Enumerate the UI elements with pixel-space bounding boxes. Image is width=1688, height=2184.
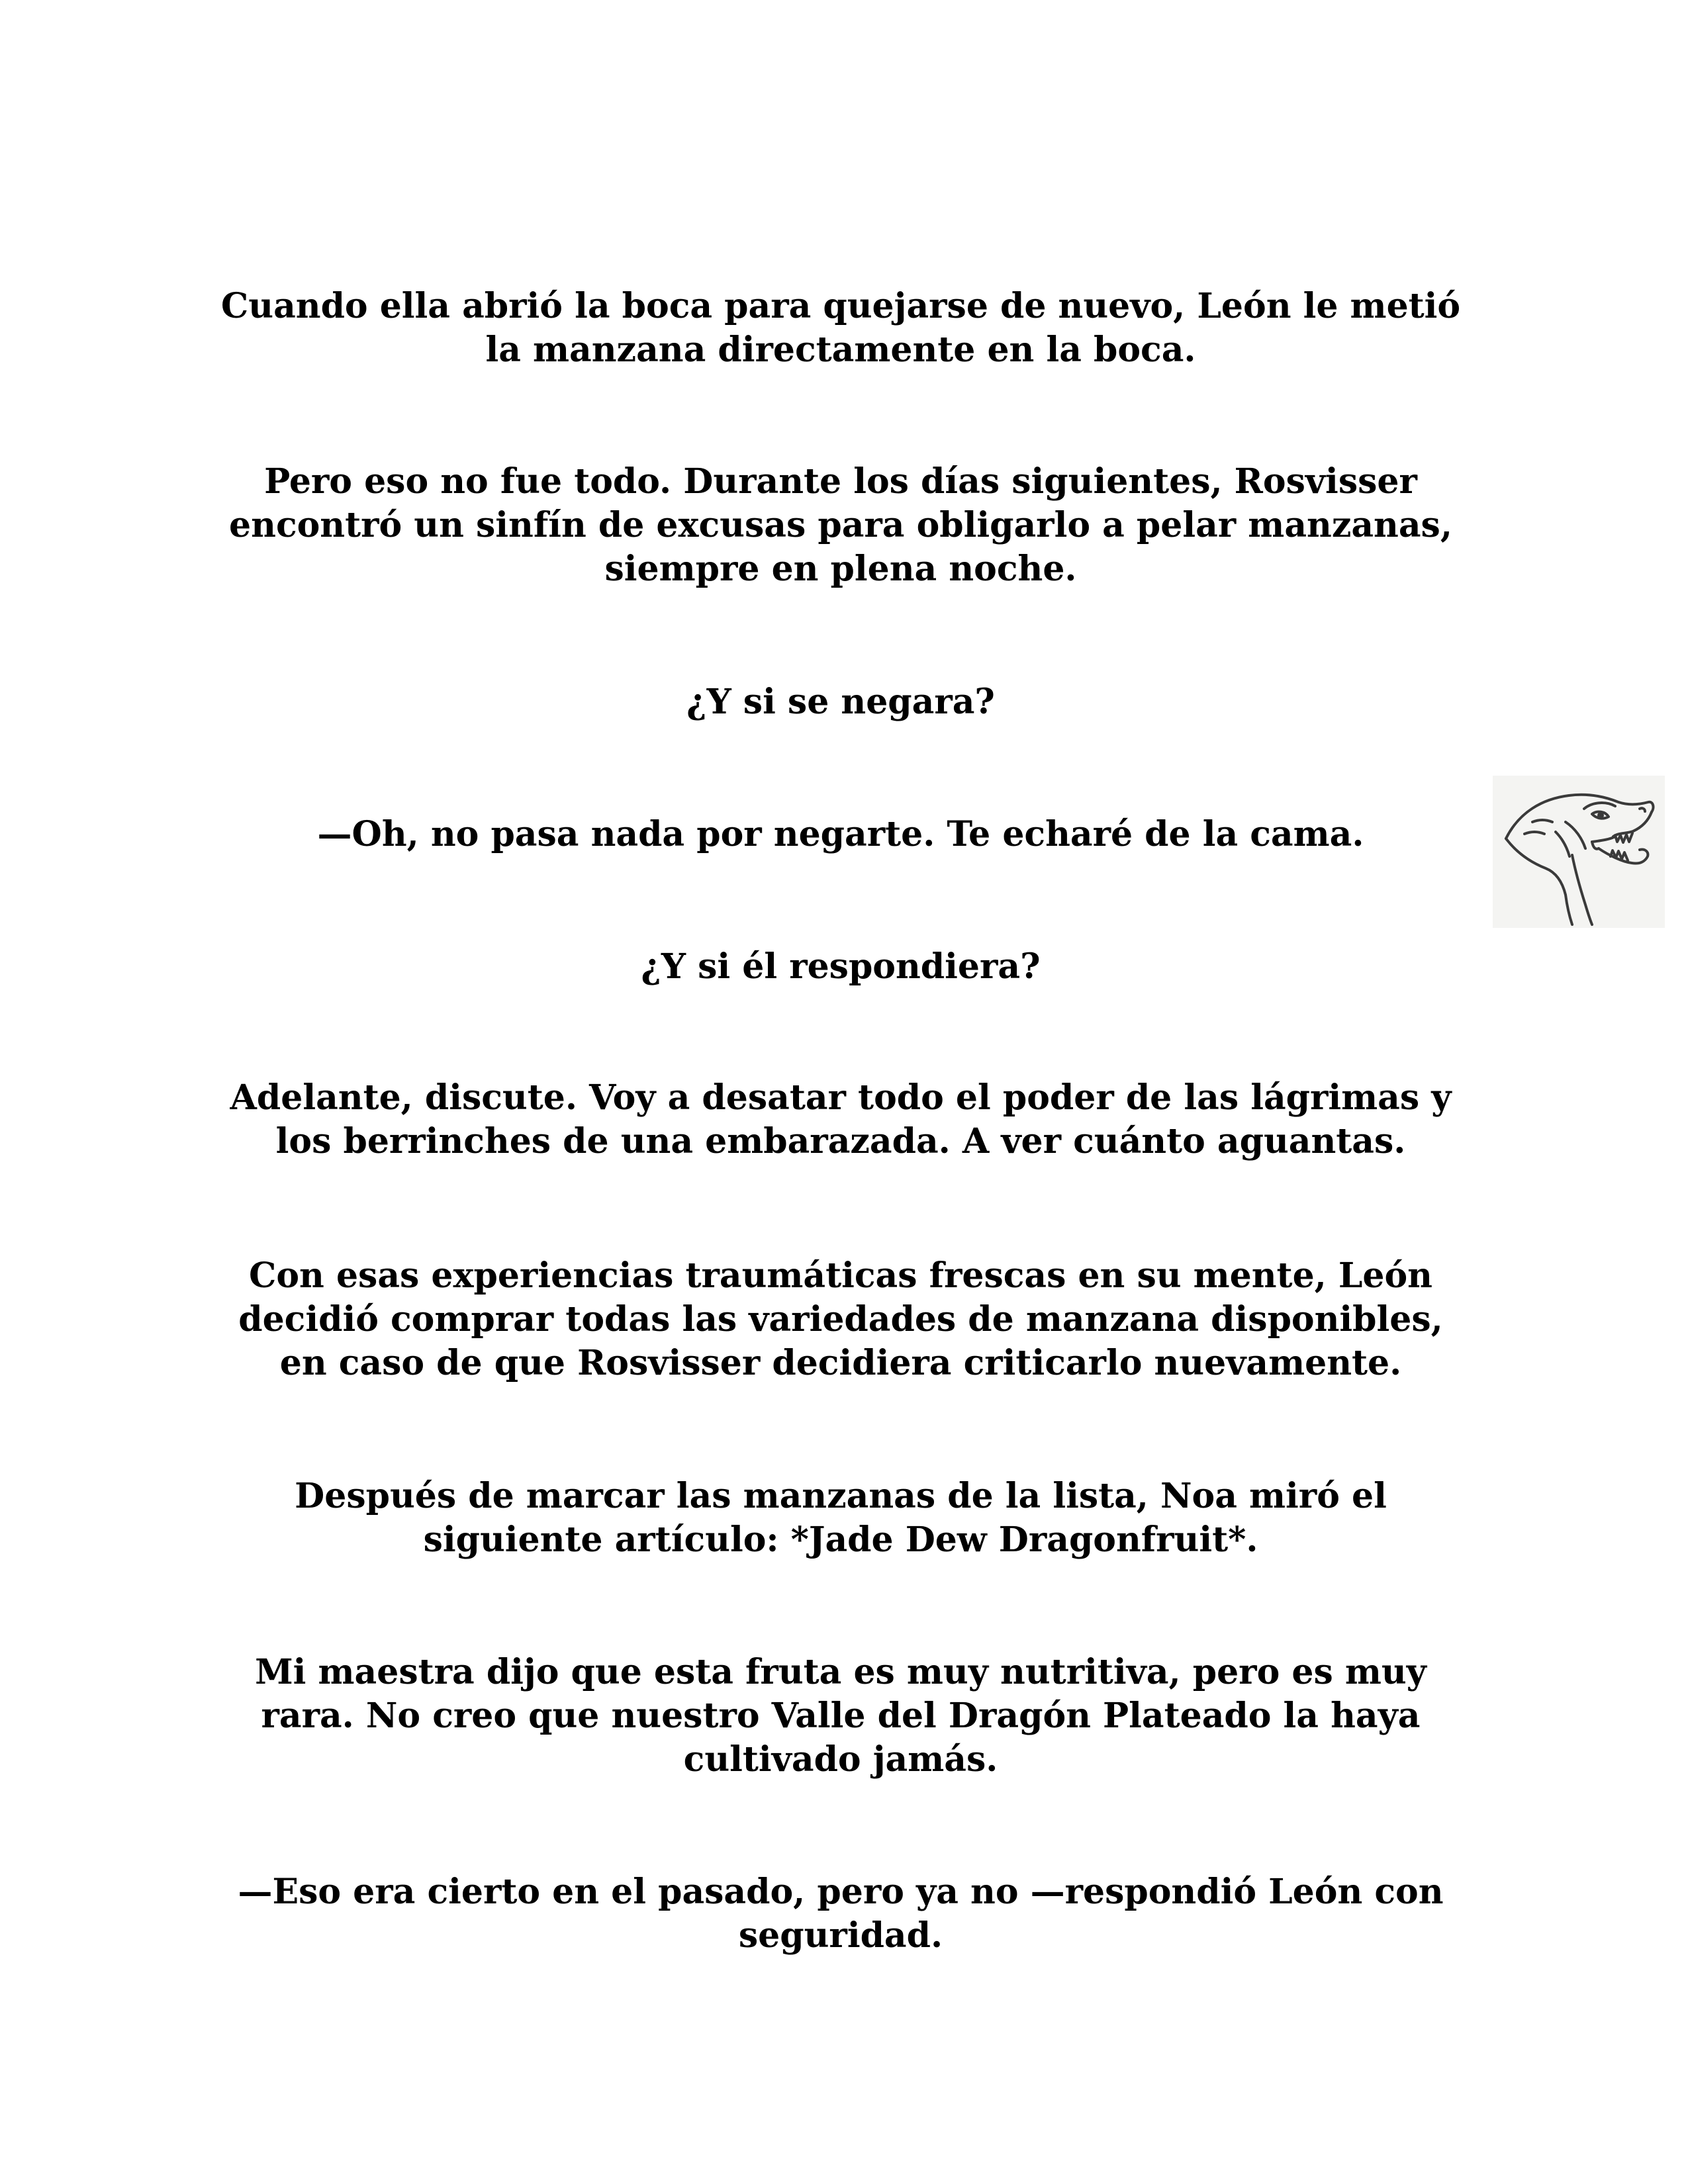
paragraph-7: Con esas experiencias traumáticas frescas en su mente, León decidió comprar todas las variedades de manzana disponibles, en caso de que Rosvisser decidiera criticarlo nuevamente. [238,1255,1443,1383]
paragraph-4: —Oh, no pasa nada por negarte. Te echaré de la cama. [317,814,1364,854]
paragraph-10: —Eso era cierto en el pasado, pero ya no —respondió León con seguridad. [238,1872,1444,1956]
dragon-head-sketch-icon [1493,776,1665,928]
paragraph-6: Adelante, discute. Voy a desatar todo el poder de las lágrimas y los berrinches de una embarazada. A ver cuánto aguantas. [230,1077,1452,1161]
paragraph-1: Cuando ella abrió la boca para quejarse de nuevo, León le metió la manzana directamente en la boca. [220,286,1461,370]
paragraph-3: ¿Y si se negara? [686,682,995,722]
paragraph-2: Pero eso no fue todo. Durante los días siguientes, Rosvisser encontró un sinfín de excusas para obligarlo a pelar manzanas, siempre en plena noche. [229,461,1452,589]
paragraph-8: Después de marcar las manzanas de la lista, Noa miró el siguiente artículo: *Jade Dew Dragonfruit*. [295,1476,1387,1560]
paragraph-9: Mi maestra dijo que esta fruta es muy nutritiva, pero es muy rara. No creo que nuestro Valle del Dragón Plateado la haya cultivado jamás. [255,1652,1427,1780]
paragraph-5: ¿Y si él respondiera? [641,946,1041,987]
